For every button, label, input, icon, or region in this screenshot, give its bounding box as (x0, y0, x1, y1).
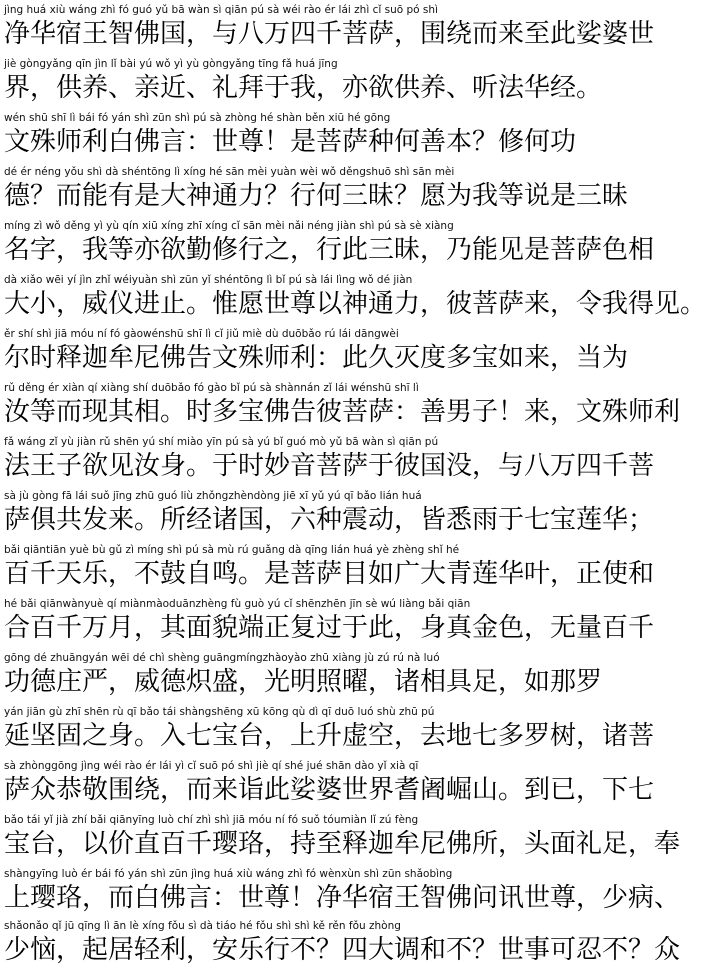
hanzi-text: 延坚固之身。入七宝台，上升虚空，去地七多罗树，诸菩 (4, 721, 655, 751)
text-line (0, 272, 706, 326)
pinyin-annotation: bǎo tái yǐ jià zhí bǎi qiānyīng luò chí zhì shì jiā móu ní fó suǒ tóumiàn lǐ zú fèng (4, 814, 419, 826)
pinyin-annotation: dé ér néng yǒu shì dà shéntōng lì xíng hé sān mèi yuàn wèi wǒ děngshuō shì sān mèi (4, 166, 455, 178)
pinyin-annotation: míng zì wǒ děng yì yù qín xiū xíng zhī xíng cǐ sān mèi nǎi néng jiàn shì pú sà sè xiàng (4, 220, 454, 232)
pinyin-annotation: ěr shí shì jiā móu ní fó gàowénshū shī lì cǐ jiǔ miè dù duōbǎo rú lái dāngwèi (4, 328, 399, 340)
pinyin-annotation: shǎonǎo qǐ jū qīng lì ān lè xíng fǒu sì dà tiáo hé fǒu shì shì kě rěn fǒu zhòng (4, 920, 401, 932)
text-line (0, 380, 681, 434)
pinyin-annotation: bǎi qiāntiān yuè bù gǔ zì míng shì pú sà mù rú guǎng dà qīng lián huá yè zhèng shǐ hé (4, 544, 460, 556)
text-line (0, 866, 681, 920)
text-line (0, 758, 655, 812)
pinyin-annotation: jiè gòngyǎng qīn jìn lǐ bài yú wǒ yì yù gòngyǎng tīng fǎ huá jīng (4, 58, 338, 70)
hanzi-text: 文殊师利白佛言：世尊！是菩萨种何善本？修何功 (4, 127, 577, 157)
hanzi-text: 汝等而现其相。时多宝佛告彼菩萨：善男子！来，文殊师利 (4, 397, 681, 427)
text-line (0, 164, 630, 218)
pinyin-annotation: hé bǎi qiānwànyuè qí miànmàoduānzhèng fù guò yú cǐ shēnzhēn jīn sè wú liàng bǎi qiān (4, 598, 471, 610)
hanzi-text: 尔时释迦牟尼佛告文殊师利：此久灭度多宝如来，当为 (4, 343, 629, 373)
text-line (0, 596, 655, 650)
pinyin-annotation: jìng huá xiù wáng zhì fó guó yǔ bā wàn sì qiān pú sà wéi rào ér lái zhì cǐ suō pó shì (4, 4, 438, 16)
text-line (0, 2, 655, 56)
hanzi-text: 德？而能有是大神通力？行何三昧？愿为我等说是三昧 (4, 181, 629, 211)
hanzi-text: 合百千万月，其面貌端正复过于此，身真金色，无量百千 (4, 613, 655, 643)
text-line (0, 434, 655, 488)
text-line (0, 918, 681, 972)
pinyin-annotation: rǔ děng ér xiàn qí xiàng shí duōbǎo fó gào bǐ pú sà shànnán zǐ lái wénshū shī lì (4, 382, 419, 394)
pinyin-annotation: shàngyīng luò ér bái fó yán shì zūn jìng huá xiù wáng zhì fó wènxùn shì zūn shǎobìng (4, 868, 453, 880)
hanzi-text: 百千天乐，不鼓自鸣。是菩萨目如广大青莲华叶，正使和 (4, 559, 655, 589)
hanzi-text: 上璎珞，而白佛言：世尊！净华宿王智佛问讯世尊，少病、 (4, 883, 681, 913)
pinyin-annotation: sà zhònggōng jìng wéi rào ér lái yì cǐ suō pó shì jiè qí shé jué shān dào yǐ xià qī (4, 760, 419, 772)
hanzi-text: 萨众恭敬围绕，而来诣此娑婆世界耆阇崛山。到已，下七 (4, 775, 655, 805)
text-line (0, 704, 655, 758)
text-line (0, 326, 630, 380)
pinyin-annotation: gōng dé zhuāngyán wēi dé chì shèng guāngmíngzhàoyào zhū xiàng jù zú rú nà luó (4, 652, 440, 664)
text-line (0, 488, 655, 542)
pinyin-annotation: wén shū shī lì bái fó yán shì zūn shì pú sà zhòng hé shàn běn xiū hé gōng (4, 112, 391, 124)
hanzi-text: 功德庄严，威德炽盛，光明照曜，诸相具足，如那罗 (4, 667, 603, 697)
hanzi-text: 少恼，起居轻利，安乐行不？四大调和不？世事可忍不？众 (4, 935, 681, 965)
text-line (0, 812, 681, 866)
pinyin-annotation: sà jù gòng fā lái suǒ jīng zhū guó liù zhǒngzhèndòng jiē xī yǔ yú qī bǎo lián huá (4, 490, 422, 502)
pinyin-annotation: fǎ wáng zǐ yù jiàn rǔ shēn yú shí miào yīn pú sà yú bǐ guó mò yǔ bā wàn sì qiān pú (4, 436, 439, 448)
hanzi-text: 萨俱共发来。所经诸国，六种震动，皆悉雨于七宝莲华； (4, 505, 655, 535)
hanzi-text: 名字，我等亦欲勤修行之，行此三昧，乃能见是菩萨色相 (4, 235, 655, 265)
hanzi-text: 净华宿王智佛国，与八万四千菩萨，围绕而来至此娑婆世 (4, 19, 655, 49)
text-line (0, 56, 630, 110)
text-line (0, 650, 630, 704)
text-line (0, 542, 655, 596)
text-line (0, 110, 630, 164)
hanzi-text: 法王子欲见汝身。于时妙音菩萨于彼国没，与八万四千菩 (4, 451, 655, 481)
hanzi-text: 宝台，以价直百千璎珞，持至释迦牟尼佛所，头面礼足，奉 (4, 829, 681, 859)
pinyin-annotation: dà xiǎo wēi yí jìn zhǐ wéiyuàn shì zūn yǐ shéntōng lì bǐ pú sà lái lìng wǒ dé jiàn (4, 274, 413, 286)
text-line (0, 218, 655, 272)
pinyin-annotation: yán jiān gù zhī shēn rù qī bǎo tái shàngshēng xū kōng qù dì qī duō luó shù zhū pú (4, 706, 435, 718)
hanzi-text: 界，供养、亲近、礼拜于我，亦欲供养、听法华经。 (4, 73, 603, 103)
hanzi-text: 大小，威仪进止。惟愿世尊以神通力，彼菩萨来，令我得见。 (4, 289, 706, 319)
